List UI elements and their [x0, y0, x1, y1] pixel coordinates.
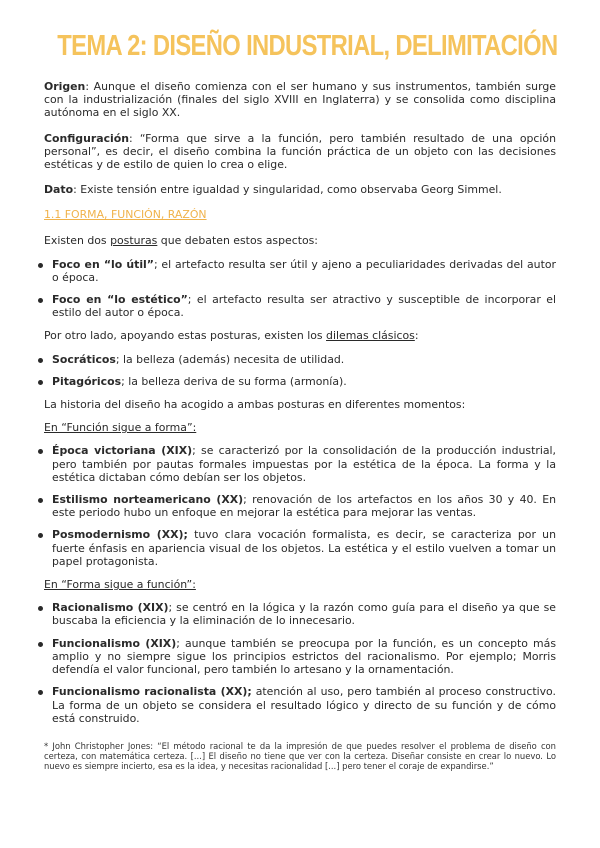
origen-paragraph — [44, 80, 556, 120]
list-item — [44, 637, 556, 677]
item-label: Funcionalismo (XIX) — [52, 636, 177, 650]
configuracion-label: Configuración — [44, 131, 129, 145]
item-text: ; el artefacto resulta ser útil y ajeno a peculiaridades derivadas del autor o época. — [52, 257, 556, 284]
list-item — [44, 375, 556, 388]
item-label: Funcionalismo racionalista (XX); — [52, 685, 252, 699]
item-text: ; renovación de los artefactos en los años 30 y 40. En este periodo hubo un enfoque en mejorar la estética para mejorar las ventas. — [52, 493, 557, 520]
item-label: Época victoriana (XIX) — [52, 444, 193, 458]
list-item — [44, 601, 556, 627]
item-label: Foco en “lo útil” — [52, 257, 154, 271]
item-text: ; la belleza (además) necesita de utilidad. — [115, 352, 345, 366]
configuracion-text: : “Forma que sirve a la función, pero también resultado de una opción personal”, es decir, el diseño combina la función práctica de un objeto con las decisiones estéticas y de estilo de quien lo crea o elige. — [44, 131, 556, 172]
item-label: Posmodernismo (XX); — [52, 528, 188, 542]
list-item — [44, 528, 556, 568]
dato-paragraph — [44, 183, 556, 196]
postures-intro — [44, 234, 556, 247]
dilemmas-before: Por otro lado, apoyando estas posturas, existen los — [44, 329, 327, 343]
item-text: ; se caracterizó por la consolidación de la producción industrial, pero también por pautas formales impuestas por la estética de la época. La forma y la estética dictaban cómo debían ser los objetos. — [52, 444, 557, 484]
item-label: Estilismo norteamericano (XX) — [52, 493, 244, 507]
dilemmas-after: : — [414, 329, 419, 343]
item-text: ; se centró en la lógica y la razón como guía para el diseño ya que se buscaba la eficiencia y la eliminación de lo innecesario. — [52, 601, 556, 628]
list-item — [44, 685, 556, 725]
configuracion-paragraph — [44, 132, 556, 172]
group2-heading: En “Forma sigue a función”: — [44, 578, 196, 592]
item-text: tuvo clara vocación formalista, es decir, se caracteriza por un fuerte énfasis en apariencia visual de los objetos. La estética y el estilo vuelven a tomar un papel protagonista. — [52, 528, 556, 568]
list-item — [44, 293, 556, 319]
item-text: atención al uso, pero también al proceso constructivo. La forma de un objeto se considera el resultado lógico y directo de su función y de cómo está construido. — [52, 685, 556, 725]
page-title: TEMA 2: DISEÑO INDUSTRIAL, DELIMITACIÓN — [57, 30, 558, 62]
group2-list — [44, 601, 556, 725]
dato-text: : Existe tensión entre igualdad y singularidad, como observaba Georg Simmel. — [73, 183, 502, 197]
intro-before: Existen dos — [44, 234, 111, 248]
group1-heading: En “Función sigue a forma”: — [44, 421, 197, 435]
dilemmas-list — [44, 353, 556, 388]
item-label: Racionalismo (XIX) — [52, 601, 169, 615]
item-label: Socráticos — [52, 352, 116, 366]
postures-list — [44, 258, 556, 320]
item-label: Pitagóricos — [52, 374, 122, 388]
group1-list — [44, 444, 556, 568]
history-paragraph: La historia del diseño ha acogido a ambas posturas en diferentes momentos: — [44, 398, 466, 412]
origen-text: : Aunque el diseño comienza con el ser humano y sus instrumentos, también surge con la industrialización (finales del siglo XVIII en Inglaterra) y se consolida como disciplina autónoma en el siglo XX. — [44, 80, 556, 120]
list-item — [44, 258, 556, 284]
intro-underlined: posturas — [110, 234, 158, 248]
origen-label: Origen — [44, 80, 86, 93]
section-heading: 1.1 FORMA, FUNCIÓN, RAZÓN — [44, 208, 207, 222]
intro-after: que debaten estos aspectos: — [157, 234, 318, 248]
item-text: ; aunque también se preocupa por la función, es un concepto más amplio y no siempre sigue los principios estrictos del racionalismo. Por ejemplo; Morris defendía el valor funcional, pero también lo artesano y la ornamentación. — [52, 636, 557, 677]
dilemmas-underlined: dilemas clásicos — [326, 329, 415, 343]
list-item — [44, 353, 556, 366]
dato-label: Dato — [44, 183, 74, 197]
item-text: ; la belleza deriva de su forma (armonía). — [121, 374, 347, 388]
footnote: * John Christopher Jones: “El método racional te da la impresión de que puedes resolver el problema de diseño con certeza, con matemática certeza. [...] El diseño no tiene que ver con la certeza. Diseñar consiste en crear lo nuevo. Lo nuevo es siempre incierto, esa es la idea, y necesitas racionalidad [...] pero tener el coraje de expandirse.” — [44, 740, 556, 772]
dilemmas-intro — [44, 329, 556, 342]
list-item — [44, 444, 556, 484]
list-item — [44, 493, 556, 519]
item-text: ; el artefacto resulta ser atractivo y susceptible de incorporar el estilo del autor o época. — [52, 293, 556, 320]
item-label: Foco en “lo estético” — [52, 293, 188, 307]
